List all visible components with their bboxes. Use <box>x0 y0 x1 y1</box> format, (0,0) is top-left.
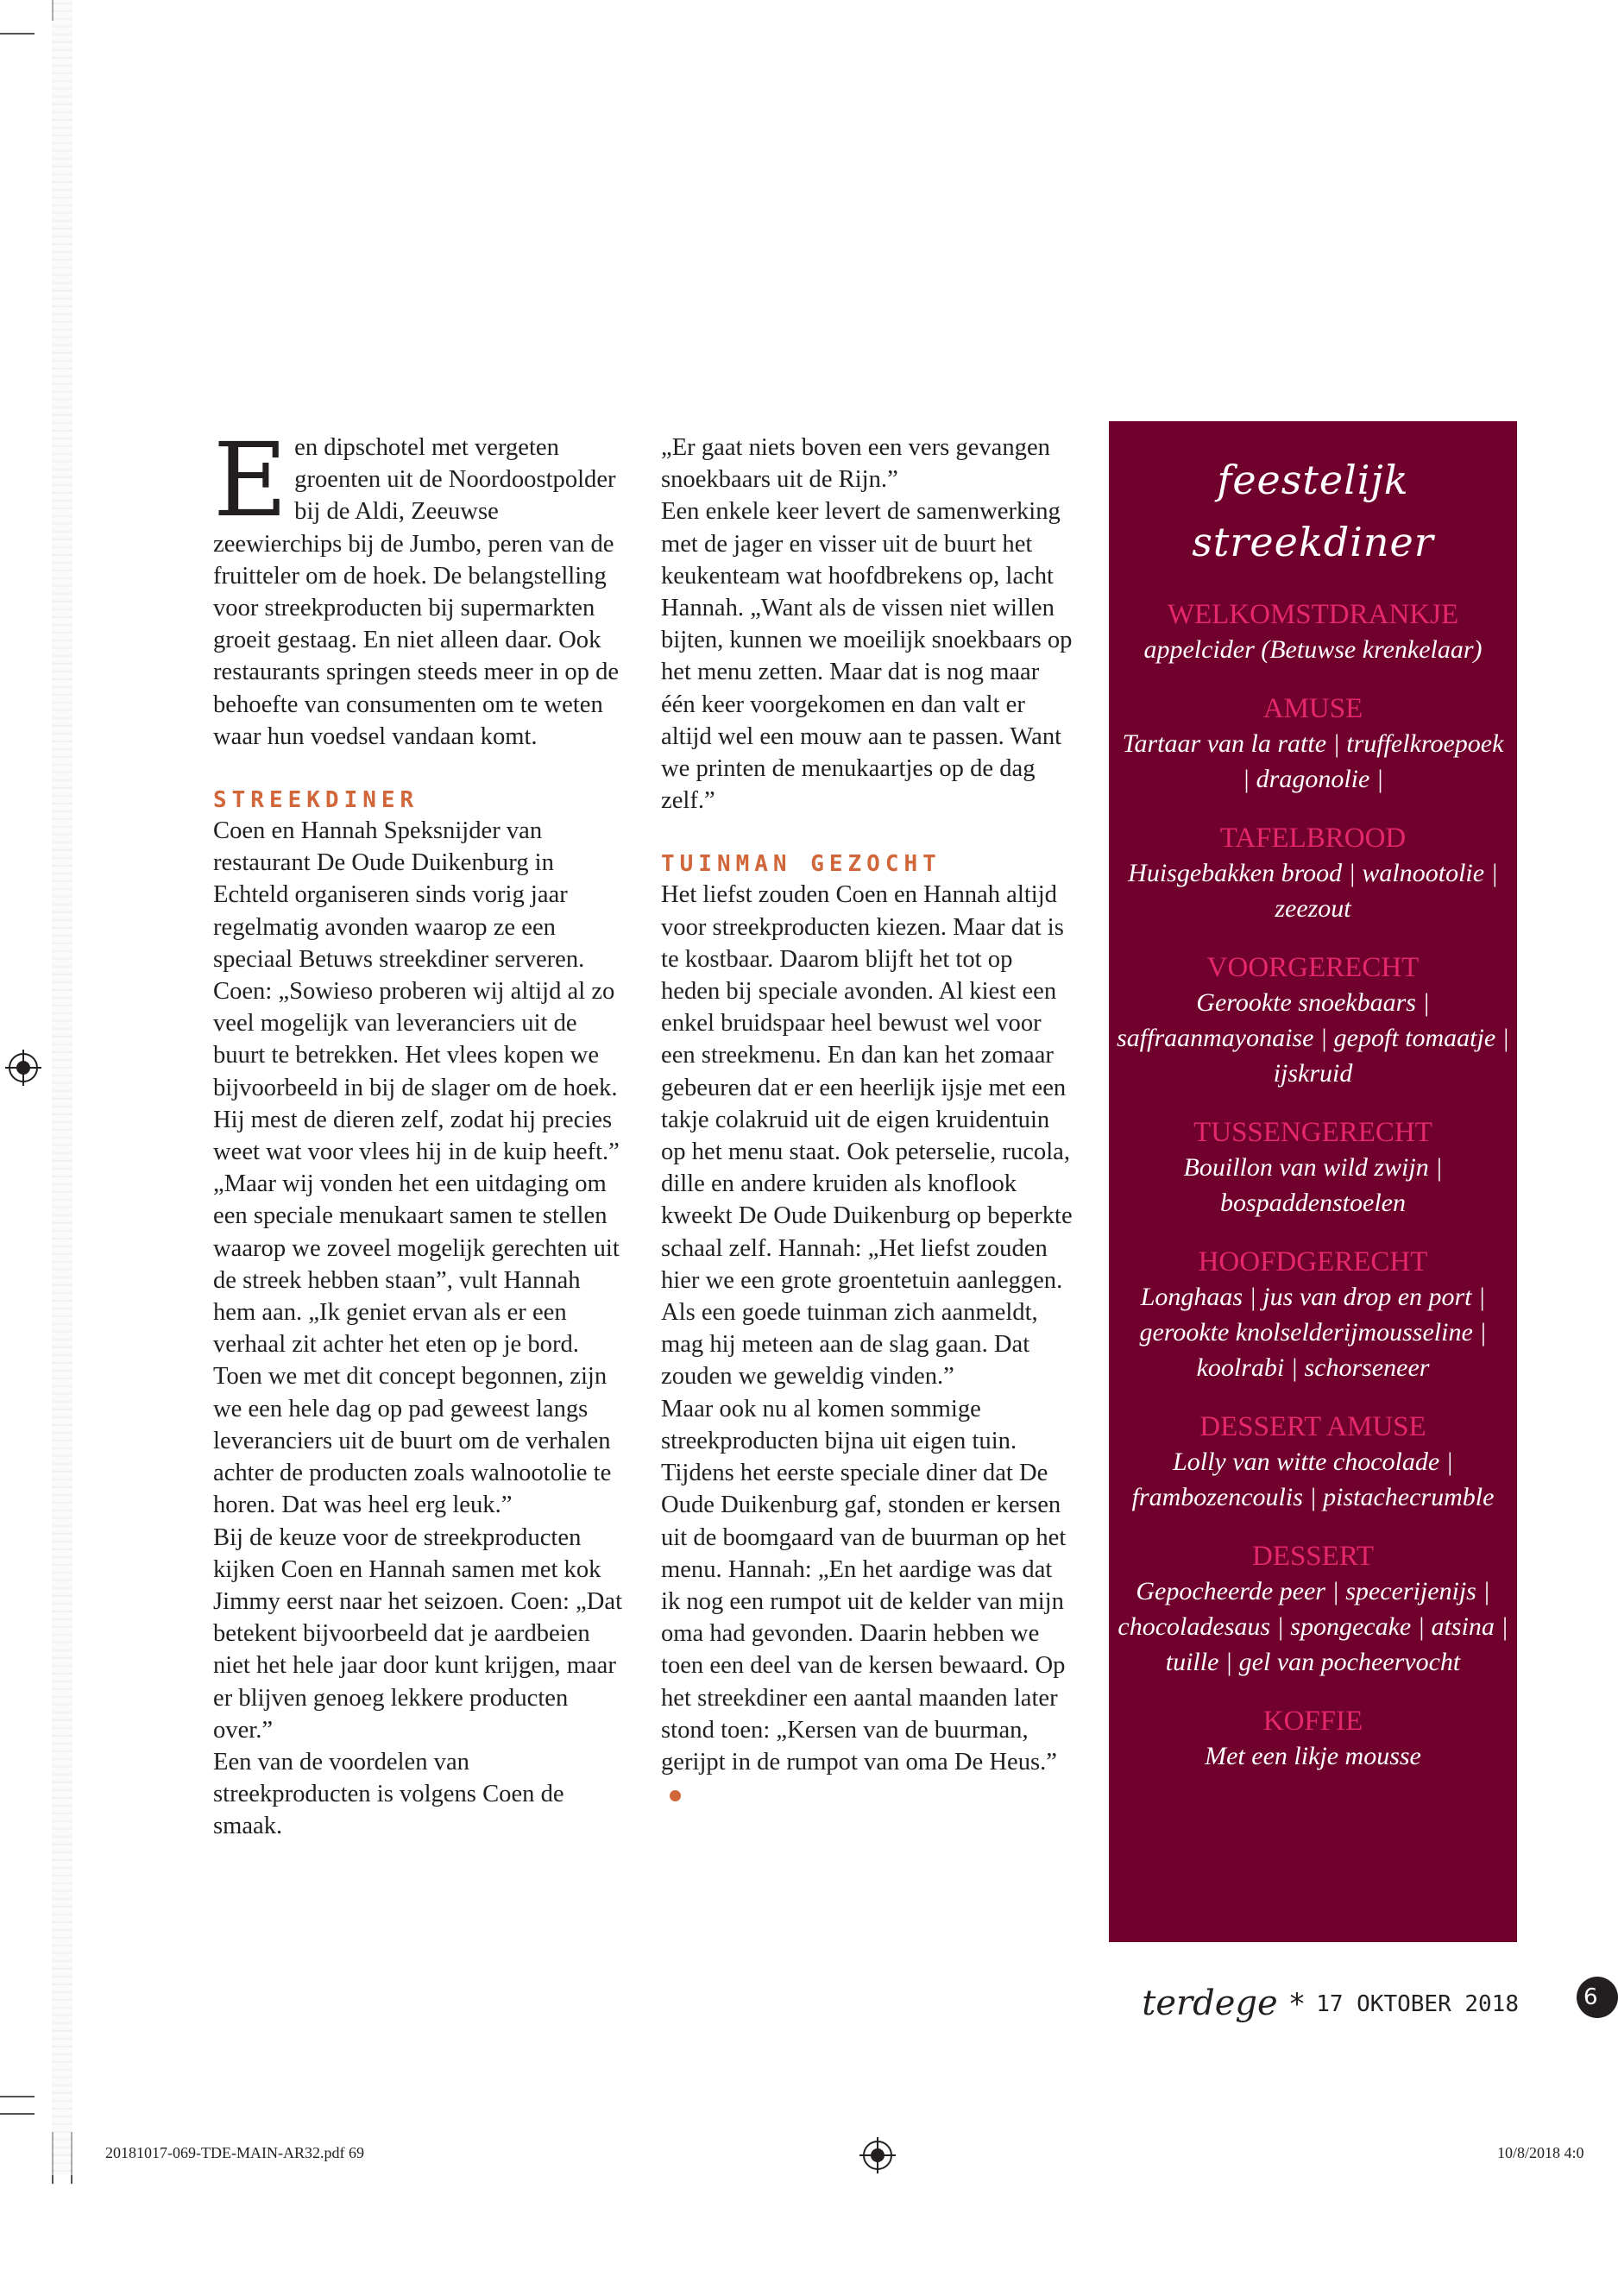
magazine-brand: terdege <box>1142 1984 1278 2023</box>
page-gutter-texture <box>52 0 72 2175</box>
menu-title: feestelijk streekdiner <box>1192 457 1434 565</box>
course-name: WELKOMSTDRANKJE <box>1167 599 1459 630</box>
course-name: AMUSE <box>1262 693 1363 724</box>
print-slug-filename: 20181017-069-TDE-MAIN-AR32.pdf 69 <box>105 2144 364 2161</box>
course-description: Gerookte snoekbaars | saffraanmayonaise | gepoft tomaatje | ijskruid <box>1117 988 1509 1088</box>
star-icon: * <box>1287 1987 1306 2022</box>
article-column-1 <box>213 420 627 1843</box>
course-name: DESSERT <box>1251 1541 1375 1572</box>
course-description: Tartaar van la ratte | truffelkroepoek | dragonolie | <box>1122 729 1504 793</box>
course-name: DESSERT AMUSE <box>1199 1411 1426 1442</box>
menu-sidebar <box>1109 421 1517 1942</box>
article-column-2 <box>661 432 1075 1810</box>
course-name: TUSSENGERECHT <box>1193 1117 1432 1148</box>
crop-mark <box>0 2096 35 2097</box>
course-description: Huisgebakken brood | walnootolie | zeezout <box>1128 859 1498 923</box>
body-paragraph: „Maar wij vonden het een uitdaging om een speciale menukaart samen te stellen waarop we zoveel mogelijk gerechten uit de streek hebben staan”, vult Hannah hem aan. „Ik geniet ervan als er een verhaal zit achter het eten op je bord. Toen we met dit concept begonnen, zijn we een hele dag op pad geweest langs leveranciers uit de buurt om de verhalen achter de producten zoals walnootolie te horen. Dat was heel erg leuk.” <box>213 1170 620 1519</box>
crop-mark <box>0 2113 35 2115</box>
print-slug-date: 10/8/2018 4:0 <box>1497 2144 1584 2161</box>
end-bullet-icon <box>670 1790 681 1801</box>
registration-mark-icon <box>863 2141 892 2170</box>
body-paragraph: Een van de voordelen van streekproducten is volgens Coen de smaak. <box>213 1748 564 1840</box>
page-number: 6 <box>1577 1977 1618 2018</box>
menu-course <box>1117 821 1509 926</box>
magazine-footer <box>1142 1984 1519 2023</box>
menu-course <box>1117 691 1509 797</box>
course-description: Gepocheerde peer | specerijenijs | chocoladesaus | spongecake | atsina | tuille | gel van pocheervocht <box>1117 1577 1508 1676</box>
course-name: VOORGERECHT <box>1206 952 1420 983</box>
registration-mark-icon <box>9 1053 38 1082</box>
menu-course <box>1117 950 1509 1091</box>
course-description: Longhaas | jus van drop en port | gerookte knolselderijmousseline | koolrabi | schorseneer <box>1139 1283 1487 1382</box>
menu-course <box>1117 1245 1509 1385</box>
course-description: appelcider (Betuwse krenkelaar) <box>1143 635 1483 664</box>
course-description: Bouillon van wild zwijn | bospaddenstoelen <box>1183 1153 1443 1217</box>
course-name: KOFFIE <box>1262 1706 1363 1737</box>
body-paragraph: Een enkele keer levert de samenwerking met de jager en visser uit de buurt het keukenteam wat hoofdbrekens op, lacht Hannah. „Want als de vissen niet willen bijten, kunnen we moeilijk snoekbaars op het menu zetten. Maar dat is nog maar één keer voorgekomen en dan valt er altijd wel een mouw aan te passen. Want we printen de menukaartjes op de dag zelf.” <box>661 498 1073 815</box>
course-name: TAFELBROOD <box>1219 823 1407 854</box>
body-paragraph: Maar ook nu al komen sommige streekproducten bijna uit eigen tuin. Tijdens het eerste speciale diner dat De Oude Duikenburg gaf, stonden er kersen uit de boomgaard van de buurman op het menu. Hannah: „En het aardige was dat ik nog een rumpot uit de kelder van mijn oma had gevonden. Daarin hebben we toen een deel van de kersen bewaard. Op het streekdiner een aantal maanden later stond toen: „Kersen van de buurman, gerijpt in de rumpot van oma De Heus.” <box>661 1393 1075 1811</box>
intro-paragraph: Een dipschotel met vergeten groenten uit de Noordoostpolder bij de Aldi, Zeeuwse zeewierchips bij de Jumbo, peren van de fruitteler om de hoek. De belangstelling voor streekproducten bij supermarkten groeit gestaag. En niet alleen daar. Ook restaurants springen steeds meer in op de behoefte van consumenten om te weten waar hun voedsel vandaan komt. <box>213 420 620 750</box>
body-paragraph: Bij de keuze voor de streekproducten kijken Coen en Hannah samen met kok Jimmy eerst naar het seizoen. Coen: „Dat betekent bijvoorbeeld dat je aardbeien niet het hele jaar door kunt krijgen, maar er blijven genoeg lekkere producten over.” <box>213 1523 623 1744</box>
menu-course <box>1117 1704 1509 1774</box>
body-paragraph: Het liefst zouden Coen en Hannah altijd voor streekproducten kiezen. Maar dat is te kostbaar. Daarom blijft het tot op heden bij speciale avonden. Al kiest een enkel bruidspaar heel bewust wel voor een streekmenu. En dan kan het zomaar gebeuren dat er een heerlijk ijsje met een takje colakruid uit de eigen kruidentuin op het menu staat. Ook peterselie, rucola, dille en andere kruiden als knoflook kweekt De Oude Duikenburg op beperkte schaal zelf. Hannah: „Het liefst zouden hier we een grote groentetuin aanleggen. Als een goede tuinman zich aanmeldt, mag hij meteen aan de slag gaan. Dat zouden we geweldig vinden.” <box>661 881 1073 1391</box>
menu-course <box>1117 1539 1509 1680</box>
course-description: Lolly van witte chocolade | frambozencoulis | pistachecrumble <box>1131 1448 1495 1511</box>
subhead-tuinman-gezocht: TUINMAN GEZOCHT <box>661 851 941 878</box>
body-paragraph: Coen en Hannah Speksnijder van restaurant De Oude Duikenburg in Echteld organiseren sinds vorig jaar regelmatig avonden waarop ze een speciaal Betuws streekdiner serveren. Coen: „Sowieso proberen wij altijd al zo veel mogelijk van leveranciers uit de buurt te betrekken. Het vlees kopen we bijvoorbeeld in bij de slager om de hoek. Hij mest de dieren zelf, zodat hij precies weet wat voor vlees hij in de kuip heeft.” <box>213 817 620 1166</box>
drop-cap: E <box>213 420 288 539</box>
course-description: Met een likje mousse <box>1205 1742 1421 1770</box>
crop-mark <box>0 33 35 35</box>
menu-course <box>1117 597 1509 667</box>
subhead-streekdiner: STREEKDINER <box>213 787 419 814</box>
course-name: HOOFDGERECHT <box>1198 1246 1428 1277</box>
menu-course <box>1117 1410 1509 1515</box>
menu-course <box>1117 1115 1509 1221</box>
body-paragraph: „Er gaat niets boven een vers gevangen snoekbaars uit de Rijn.” <box>661 434 1050 494</box>
issue-date: 17 OKTOBER 2018 <box>1316 1991 1519 2017</box>
